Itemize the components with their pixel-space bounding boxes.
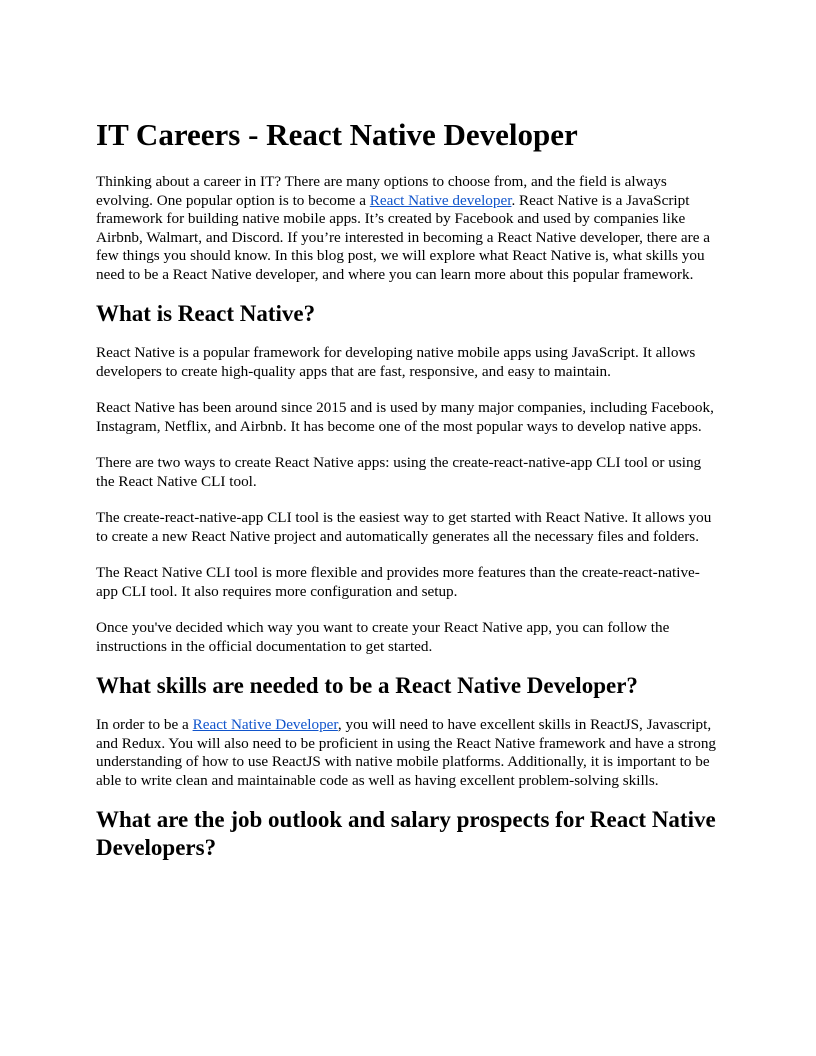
skills-text-end: , you will need to have excellent skills in ReactJS, Javascript, and Redux. You will also need to be proficient in using the React Native framework and have a strong understanding of how to use ReactJS with native mobile platforms. Additionally, it is important to be able to write clean and maintainable code as well as having excellent problem-solving skills. [96,716,717,789]
section-heading-job-outlook: What are the job outlook and salary prospects for React Native Developers? [96,807,716,860]
section1-paragraph: There are two ways to create React Native apps: using the create-react-native-app CLI tool or using the React Native CLI tool. [96,454,702,490]
skills-paragraph [96,716,720,790]
intro-text-start: Thinking about a career in IT? There are many options to choose from, and the field is always evolving. One popular option is to become a [96,173,667,209]
section1-paragraph: Once you've decided which way you want to create your React Native app, you can follow the instructions in the official documentation to get started. [96,619,670,655]
react-native-developer-link-2[interactable]: React Native Developer [192,716,338,733]
section1-paragraph: The create-react-native-app CLI tool is the easiest way to get started with React Native. It allows you to create a new React Native project and automatically generates all the necessary files and folders. [96,509,712,545]
skills-text-start: In order to be a [96,716,193,733]
page-title: IT Careers - React Native Developer [96,117,578,152]
section1-paragraph: React Native has been around since 2015 and is used by many major companies, including Facebook, Instagram, Netflix, and Airbnb. It has become one of the most popular ways to develop native apps. [96,399,714,435]
react-native-developer-link[interactable]: React Native developer [369,191,512,209]
section1-paragraph: The React Native CLI tool is more flexible and provides more features than the create-react-native-app CLI tool. It also requires more configuration and setup. [96,564,700,600]
intro-paragraph [96,173,720,284]
section-heading-skills: What skills are needed to be a React Native Developer? [96,673,638,698]
section1-paragraph: React Native is a popular framework for developing native mobile apps using JavaScript. It allows developers to create high-quality apps that are fast, responsive, and easy to maintain. [96,344,696,380]
section-heading-what-is-react-native: What is React Native? [96,301,316,326]
intro-text-end: . React Native is a JavaScript framework for building native mobile apps. It’s created by Facebook and used by companies like Airbnb, Walmart, and Discord. If you’re interested in becoming a React Native developer, there are a few things you should know. In this blog post, we will explore what React Native is, what skills you need to be a React Native developer, and where you can learn more about this popular framework. [96,191,711,283]
